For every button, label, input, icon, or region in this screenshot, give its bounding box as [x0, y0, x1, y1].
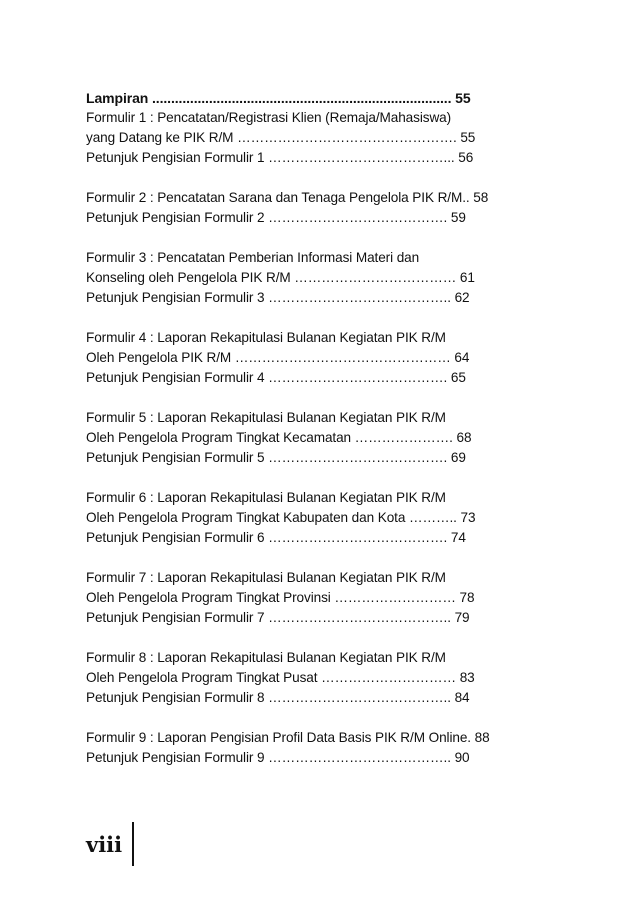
toc-line: Formulir 6 : Laporan Rekapitulasi Bulanan Kegiatan PIK R/M	[86, 490, 446, 505]
toc-line: Petunjuk Pengisian Formulir 4 …………………………………. 65	[86, 370, 466, 385]
toc-entry-formulir-6	[86, 488, 550, 548]
toc-line: Oleh Pengelola PIK R/M ………………………………………… 64	[86, 350, 470, 365]
toc-entry-formulir-3	[86, 248, 550, 308]
toc-line: Oleh Pengelola Program Tingkat Provinsi ……………………… 78	[86, 590, 475, 605]
toc-line: Formulir 5 : Laporan Rekapitulasi Bulanan Kegiatan PIK R/M	[86, 410, 446, 425]
toc-line: Formulir 2 : Pencatatan Sarana dan Tenaga Pengelola PIK R/M.. 58	[86, 190, 489, 205]
table-of-contents	[86, 88, 550, 788]
toc-line: Formulir 8 : Laporan Rekapitulasi Bulanan Kegiatan PIK R/M	[86, 650, 446, 665]
toc-entry-formulir-2	[86, 188, 550, 228]
toc-line: Formulir 7 : Laporan Rekapitulasi Bulanan Kegiatan PIK R/M	[86, 570, 446, 585]
toc-line: Formulir 1 : Pencatatan/Registrasi Klien (Remaja/Mahasiswa)	[86, 110, 452, 125]
toc-line: Oleh Pengelola Program Tingkat Kecamatan …………………. 68	[86, 430, 472, 445]
toc-line: Oleh Pengelola Program Tingkat Kabupaten dan Kota ……….. 73	[86, 510, 476, 525]
toc-line: Petunjuk Pengisian Formulir 3 ………………………………….. 62	[86, 290, 470, 305]
toc-line: Petunjuk Pengisian Formulir 1 …………………………………... 56	[86, 150, 474, 165]
toc-line: Petunjuk Pengisian Formulir 7 ………………………………….. 79	[86, 610, 470, 625]
toc-entry-formulir-4	[86, 328, 550, 388]
toc-entry-formulir-9	[86, 728, 550, 768]
toc-line: Formulir 4 : Laporan Rekapitulasi Bulanan Kegiatan PIK R/M	[86, 330, 446, 345]
footer-divider	[132, 822, 134, 866]
toc-entry-formulir-5	[86, 408, 550, 468]
toc-line: Petunjuk Pengisian Formulir 6 …………………………………. 74	[86, 530, 466, 545]
toc-entry-lampiran	[86, 88, 550, 168]
toc-entry-formulir-8	[86, 648, 550, 708]
page-footer	[86, 822, 134, 866]
page-number: viii	[86, 831, 123, 857]
toc-line: Petunjuk Pengisian Formulir 8 ………………………………….. 84	[86, 690, 470, 705]
toc-line: Konseling oleh Pengelola PIK R/M ……………………………… 61	[86, 270, 475, 285]
toc-line: Formulir 9 : Laporan Pengisian Profil Data Basis PIK R/M Online. 88	[86, 730, 490, 745]
toc-line: Petunjuk Pengisian Formulir 2 …………………………………. 59	[86, 210, 466, 225]
toc-entry-formulir-7	[86, 568, 550, 628]
toc-line: Petunjuk Pengisian Formulir 5 …………………………………. 69	[86, 450, 466, 465]
toc-line: Petunjuk Pengisian Formulir 9 ………………………………….. 90	[86, 750, 470, 765]
toc-line: yang Datang ke PIK R/M …………………………………………. 55	[86, 130, 476, 145]
toc-line: Oleh Pengelola Program Tingkat Pusat ………………………… 83	[86, 670, 475, 685]
toc-line: Lampiran ............................................................................... 55	[86, 90, 471, 106]
toc-line: Formulir 3 : Pencatatan Pemberian Informasi Materi dan	[86, 250, 420, 265]
